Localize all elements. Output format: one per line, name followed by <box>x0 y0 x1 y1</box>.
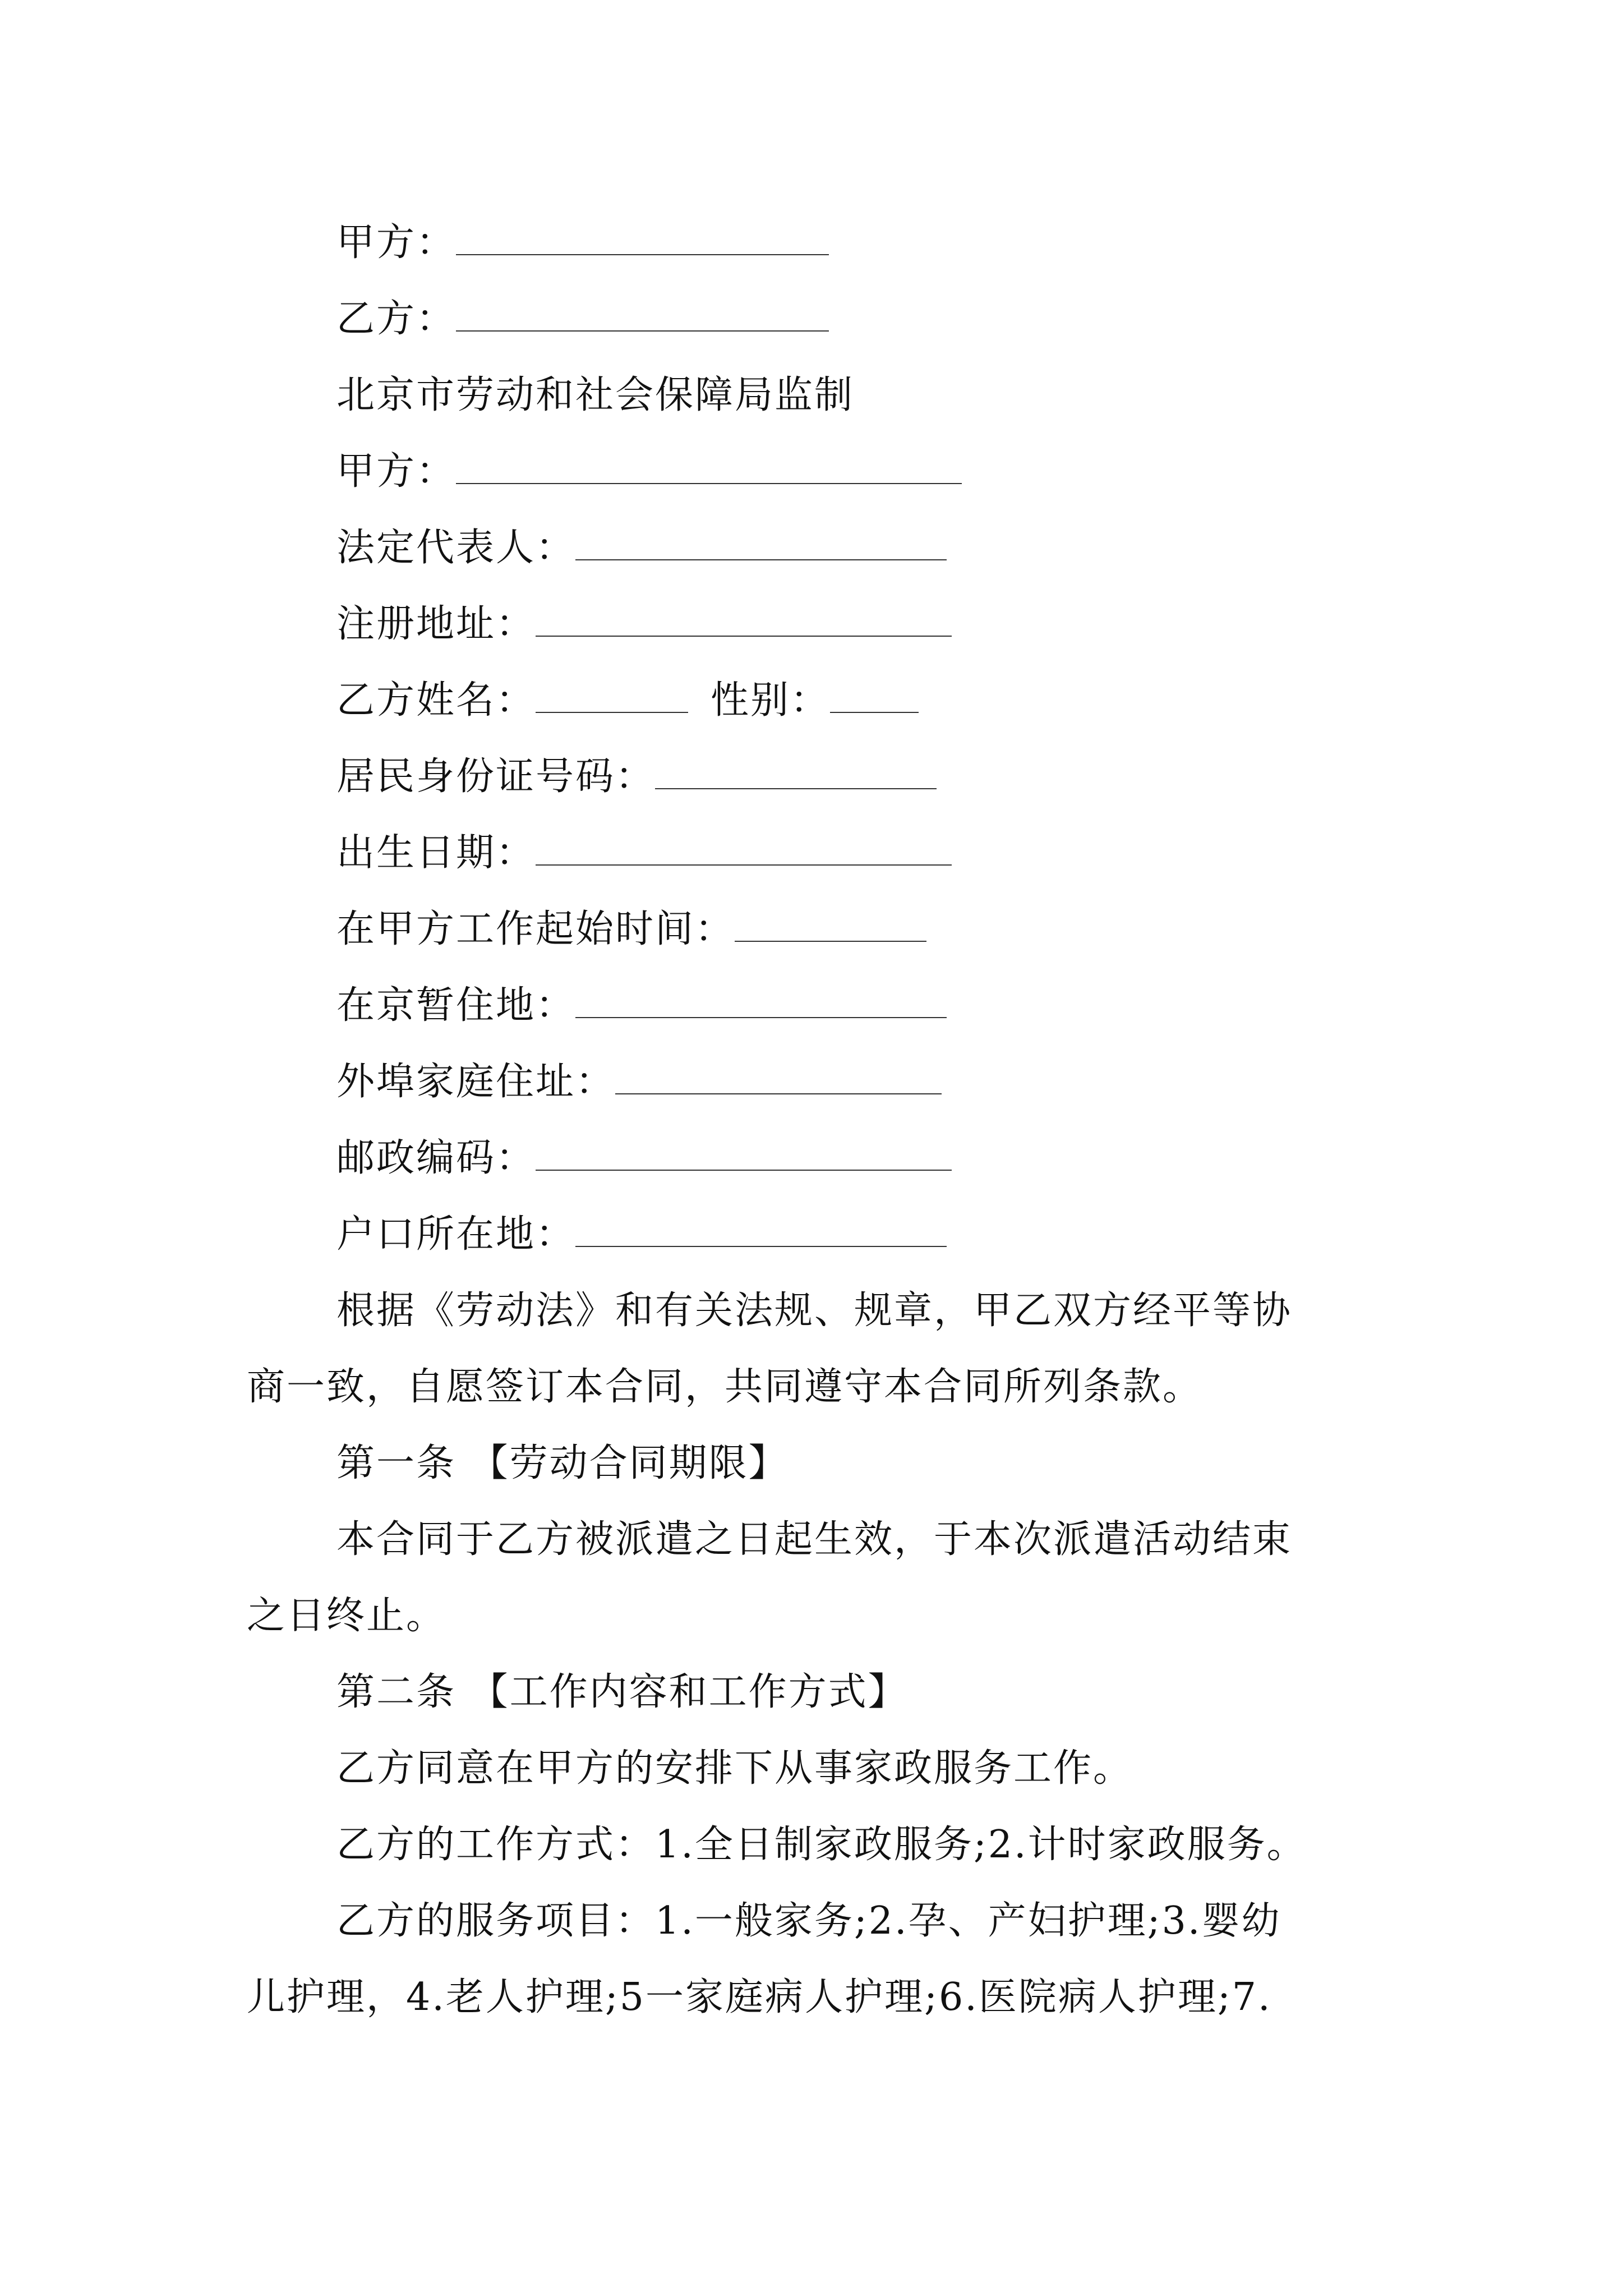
beijing-address-label: 在京暂住地： <box>336 983 576 1028</box>
reg-address-blank <box>536 603 952 637</box>
gender-blank <box>830 679 919 713</box>
article-1-title: 第一条 【劳动合同期限】 <box>336 1441 789 1485</box>
article-2-para-1: 乙方同意在甲方的安排下从事家政服务工作。 <box>336 1746 1133 1791</box>
birth-date-row <box>336 828 952 878</box>
gender-label: 性别： <box>711 678 831 723</box>
cover-party-b-label: 乙方： <box>336 297 457 341</box>
reg-address-row <box>336 599 952 650</box>
start-time-blank <box>735 908 926 942</box>
article-1-line-2: 之日终止。 <box>247 1594 446 1638</box>
cover-party-b-blank <box>456 298 829 332</box>
beijing-address-blank <box>575 984 947 1018</box>
intro-line-1: 根据《劳动法》和有关法规、规章，甲乙双方经平等协 <box>336 1289 1293 1333</box>
start-time-label: 在甲方工作起始时间： <box>336 907 735 951</box>
start-time-row <box>336 904 926 955</box>
home-address-row <box>336 1057 942 1107</box>
hukou-blank <box>575 1213 947 1247</box>
party-b-name-blank <box>536 679 688 713</box>
cover-party-a-blank <box>456 222 829 255</box>
id-number-label: 居民身份证号码： <box>336 754 656 799</box>
legal-rep-row <box>336 523 947 573</box>
postal-code-blank <box>536 1137 952 1171</box>
reg-address-label: 注册地址： <box>336 602 536 646</box>
legal-rep-label: 法定代表人： <box>336 526 576 570</box>
legal-rep-blank <box>575 527 947 560</box>
postal-code-row <box>336 1133 952 1184</box>
article-2-title: 第二条 【工作内容和工作方式】 <box>336 1670 908 1714</box>
party-b-name-label: 乙方姓名： <box>336 678 536 723</box>
id-number-blank <box>655 756 937 789</box>
intro-line-2: 商一致，自愿签订本合同，共同遵守本合同所列条款。 <box>247 1365 1203 1409</box>
article-2-para-2: 乙方的工作方式：1.全日制家政服务;2.计时家政服务。 <box>336 1823 1307 1867</box>
form-party-a-label: 甲方： <box>336 449 457 494</box>
beijing-address-row <box>336 981 947 1031</box>
article-2-para-3-line-2: 儿护理，4.老人护理;5一家庭病人护理;6.医院病人护理;7. <box>247 1975 1272 2019</box>
cover-party-a-row <box>336 218 829 268</box>
home-address-label: 外埠家庭住址： <box>336 1060 616 1104</box>
hukou-label: 户口所在地： <box>336 1212 576 1257</box>
name-gender-row <box>336 675 919 726</box>
birth-date-label: 出生日期： <box>336 831 536 875</box>
supervisor-text: 北京市劳动和社会保障局监制 <box>336 373 855 417</box>
id-number-row <box>336 752 937 802</box>
article-2-para-3-line-1: 乙方的服务项目：1.一般家务;2.孕、产妇护理;3.婴幼 <box>336 1899 1281 1943</box>
cover-party-b-row <box>336 294 829 344</box>
article-1-line-1: 本合同于乙方被派遣之日起生效，于本次派遣活动结束 <box>336 1517 1293 1562</box>
form-party-a-blank <box>456 450 962 484</box>
cover-party-a-label: 甲方： <box>336 220 457 265</box>
home-address-blank <box>615 1061 942 1094</box>
form-party-a-row <box>336 447 962 497</box>
birth-date-blank <box>536 832 952 866</box>
postal-code-label: 邮政编码： <box>336 1136 536 1180</box>
hukou-row <box>336 1209 947 1260</box>
